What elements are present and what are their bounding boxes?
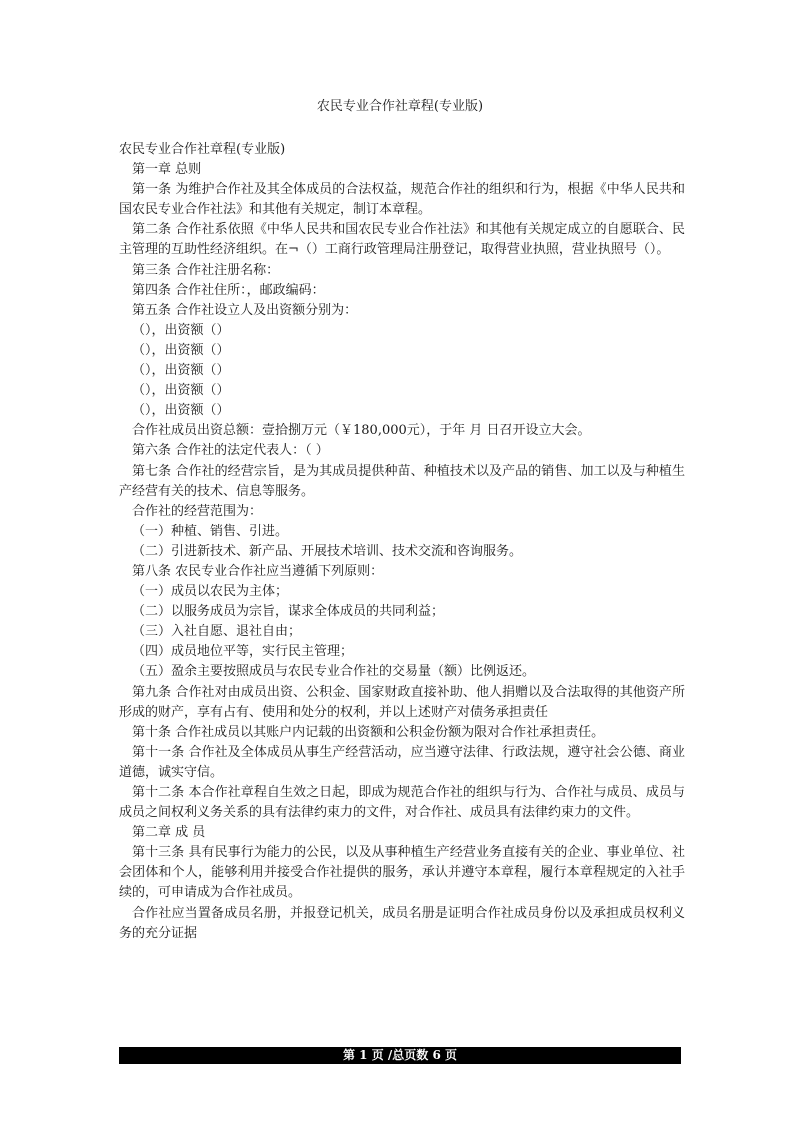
document-paragraph: （），出资额（） — [132, 383, 230, 399]
document-paragraph: 第八条 农民专业合作社应当遵循下列原则： — [132, 563, 384, 579]
document-paragraph: 第二章 成 员 — [132, 825, 206, 841]
document-paragraph: （二）引进新技术、新产品、开展技术培训、技术交流和咨询服务。 — [132, 543, 523, 559]
document-paragraph: （一）种植、销售、引进。 — [132, 523, 289, 539]
document-paragraph: （四）成员地位平等，实行民主管理； — [132, 644, 354, 660]
document-paragraph: 合作社应当置备成员名册，并报登记机关，成员名册是证明合作社成员身份以及承担成员权利义务的充分证据 — [119, 905, 685, 941]
page-footer — [119, 1047, 681, 1064]
document-paragraph: （二）以服务成员为宗旨，谋求全体成员的共同利益； — [132, 604, 445, 620]
document-paragraph: 第十条 合作社成员以其账户内记载的出资额和公积金份额为限对合作社承担责任。 — [132, 724, 605, 740]
document-title: 农民专业合作社章程(专业版) — [316, 99, 484, 114]
document-paragraph: 第四条 合作社住所：，邮政编码： — [132, 282, 325, 298]
document-paragraph: 第一章 总则 — [132, 162, 202, 178]
document-paragraph: （），出资额（） — [132, 403, 230, 419]
document-body — [119, 140, 685, 944]
document-paragraph: 合作社的经营范围为： — [132, 503, 263, 519]
document-paragraph: 合作社成员出资总额：壹拾捌万元（￥180,000元），于年 月 日召开设立大会。 — [132, 423, 591, 439]
document-paragraph: 第十一条 合作社及全体成员从事生产经营活动，应当遵守法律、行政法规，遵守社会公德、商业道德，诚实守信。 — [119, 744, 685, 780]
document-paragraph: （五）盈余主要按照成员与农民专业合作社的交易量（额）比例返还。 — [132, 664, 536, 680]
document-paragraph: （三）入社自愿、退社自由； — [132, 624, 302, 640]
document-paragraph: 第六条 合作社的法定代表人：（ ） — [132, 443, 329, 459]
document-paragraph: 第三条 合作社注册名称： — [132, 262, 280, 278]
document-paragraph: 农民专业合作社章程(专业版) — [119, 142, 286, 157]
document-paragraph: （），出资额（） — [132, 363, 230, 379]
document-paragraph: 第九条 合作社对由成员出资、公积金、国家财政直接补助、他人捐赠以及合法取得的其他资产所形成的财产，享有占有、使用和处分的权利，并以上述财产对债务承担责任 — [119, 684, 685, 720]
document-paragraph: （），出资额（） — [132, 322, 230, 338]
document-paragraph: 第二条 合作社系依照《中华人民共和国农民专业合作社法》和其他有关规定成立的自愿联合、民主管理的互助性经济组织。在¬（）工商行政管理局注册登记，取得营业执照，营业执照号（）。 — [119, 222, 685, 258]
page-number-label: 第 1 页 /总页数 6 页 — [343, 1048, 457, 1062]
document-paragraph: 第五条 合作社设立人及出资额分别为： — [132, 302, 358, 318]
document-paragraph: （），出资额（） — [132, 342, 230, 358]
document-paragraph: 第七条 合作社的经营宗旨，是为其成员提供种苗、种植技术以及产品的销售、加工以及与种植生产经营有关的技术、信息等服务。 — [119, 463, 685, 499]
document-paragraph: 第十二条 本合作社章程自生效之日起，即成为规范合作社的组织与行为、合作社与成员、成员与成员之间权利义务关系的具有法律约束力的文件，对合作社、成员具有法律约束力的文件。 — [119, 785, 685, 821]
document-paragraph: （一）成员以农民为主体； — [132, 584, 289, 600]
document-paragraph: 第十三条 具有民事行为能力的公民，以及从事种植生产经营业务直接有关的企业、事业单位、社会团体和个人，能够利用并接受合作社提供的服务，承认并遵守本章程，履行本章程规定的入社手续的，可申请成为合作社成员。 — [119, 845, 685, 901]
document-paragraph: 第一条 为维护合作社及其全体成员的合法权益，规范合作社的组织和行为，根据《中华人民共和国农民专业合作社法》和其他有关规定，制订本章程。 — [119, 182, 685, 218]
